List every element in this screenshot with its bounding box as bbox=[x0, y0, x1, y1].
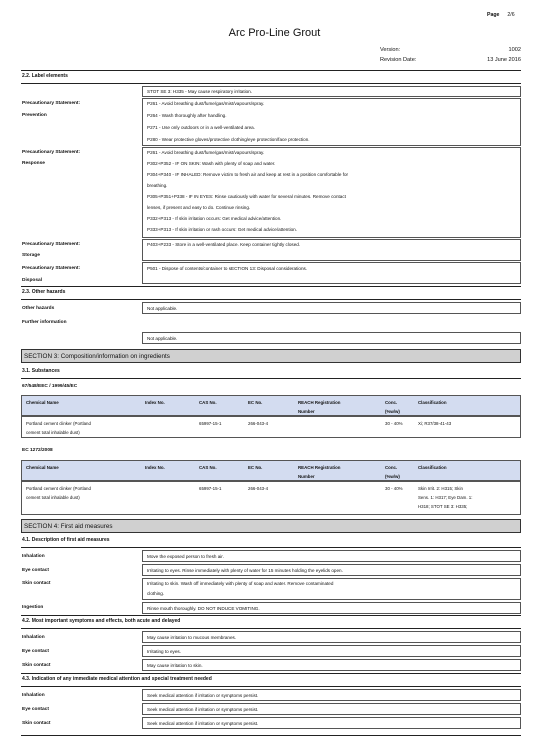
table-2-row bbox=[21, 481, 521, 515]
table-cell: cement total inhalable dust) bbox=[26, 495, 80, 500]
column-header: Number bbox=[298, 409, 315, 414]
divider bbox=[21, 70, 521, 71]
column-header: CAS No. bbox=[199, 465, 217, 470]
medical-text: Seek medical attention if irritation or symptoms persist. bbox=[147, 693, 259, 698]
column-header: Conc. bbox=[385, 465, 398, 470]
further-information-label: Further information bbox=[22, 320, 67, 325]
subsection-heading-3-1: 3.1. Substances bbox=[22, 368, 60, 374]
symptoms-eye-box bbox=[142, 645, 521, 657]
further-information-box bbox=[142, 332, 521, 344]
medical-text: Seek medical attention if irritation or symptoms persist. bbox=[147, 721, 259, 726]
symptoms-text: May cause irritation to skin. bbox=[147, 663, 203, 668]
medical-inhalation-box bbox=[142, 689, 521, 701]
table-cell: 65997-15-1 bbox=[199, 421, 222, 426]
table-cell: cement total inhalable dust) bbox=[26, 430, 80, 435]
precautionary-label: Precautionary Statement: bbox=[22, 101, 81, 106]
response-line: P304+P340 - IF INHALED: Remove victim to fresh air and keep at rest in a position comfortable for bbox=[147, 172, 349, 177]
response-box bbox=[142, 147, 521, 238]
column-header: Index No. bbox=[145, 465, 165, 470]
skin-contact-label: Skin contact bbox=[22, 581, 51, 586]
response-line: P305+P351+P338 - IF IN EYES: Rinse cautiously with water for several minutes. Remove contact bbox=[147, 194, 346, 199]
inhalation-label: Inhalation bbox=[22, 635, 45, 640]
prevention-line: P280 - Wear protective gloves/protective clothing/eye protection/face protection. bbox=[147, 137, 310, 142]
precautionary-label: Precautionary Statement: bbox=[22, 150, 81, 155]
other-hazards-box bbox=[142, 302, 521, 314]
other-hazards-value: Not applicable. bbox=[147, 306, 178, 311]
table-2-header bbox=[21, 460, 521, 481]
prevention-box bbox=[142, 98, 521, 146]
table-cell: Skin Irrit. 2: H315; Skin bbox=[418, 486, 463, 491]
table-cell: 266-043-4 bbox=[248, 421, 269, 426]
storage-label: Storage bbox=[22, 253, 40, 258]
prevention-label: Prevention bbox=[22, 113, 47, 118]
table-cell: Xi; R37/38-41-43 bbox=[418, 421, 452, 426]
response-line: breathing. bbox=[147, 183, 168, 188]
response-label: Response bbox=[22, 161, 45, 166]
subsection-heading-4-3: 4.3. Indication of any immediate medical attention and special treatment needed bbox=[22, 676, 212, 682]
column-header: (%w/w) bbox=[385, 409, 400, 414]
column-header: EC No. bbox=[248, 400, 263, 405]
column-header: Conc. bbox=[385, 400, 398, 405]
inhalation-label: Inhalation bbox=[22, 693, 45, 698]
stot-statement-box bbox=[142, 86, 521, 97]
medical-eye-box bbox=[142, 703, 521, 715]
disposal-box bbox=[142, 262, 521, 284]
response-line: lenses, if present and easy to do. Continue rinsing. bbox=[147, 205, 251, 210]
section-3-heading: SECTION 3: Composition/information on ingredients bbox=[21, 349, 521, 363]
stot-statement: STOT SE 3: H335 - May cause respiratory irritation. bbox=[147, 89, 253, 94]
symptoms-inhalation-box bbox=[142, 631, 521, 643]
further-information-value: Not applicable. bbox=[147, 336, 178, 341]
revision-value: 13 June 2016 bbox=[487, 57, 521, 63]
column-header: Number bbox=[298, 474, 315, 479]
table-1-row bbox=[21, 416, 521, 438]
column-header: CAS No. bbox=[199, 400, 217, 405]
divider bbox=[21, 299, 521, 300]
column-header: REACH Registration bbox=[298, 465, 341, 470]
medical-skin-box bbox=[142, 717, 521, 729]
divider bbox=[21, 83, 521, 84]
eye-contact-label: Eye contact bbox=[22, 568, 49, 573]
version-label: Version: bbox=[380, 47, 401, 53]
precautionary-label: Precautionary Statement: bbox=[22, 242, 81, 247]
table-2-caption: EC 1272/2008 bbox=[22, 448, 53, 453]
inhalation-label: Inhalation bbox=[22, 554, 45, 559]
column-header: Index No. bbox=[145, 400, 165, 405]
page-number bbox=[487, 12, 515, 19]
column-header: Chemical Name bbox=[26, 465, 59, 470]
table-cell: Portland cement clinker (Portland bbox=[26, 486, 91, 491]
version-value: 1002 bbox=[508, 47, 521, 53]
table-cell: Sens. 1: H317; Eye Dam. 1: bbox=[418, 495, 473, 500]
first-aid-text: Move the exposed person to fresh air. bbox=[147, 554, 224, 559]
document-title: Arc Pro-Line Grout bbox=[228, 27, 321, 39]
divider bbox=[21, 628, 521, 629]
first-aid-text: Rinse mouth thoroughly. DO NOT INDUCE VOMITING. bbox=[147, 606, 260, 611]
page-value: 2/6 bbox=[507, 12, 515, 18]
table-1-header bbox=[21, 395, 521, 416]
first-aid-text: Irritating to eyes. Rinse immediately with plenty of water for 15 minutes holding the eyelids open. bbox=[147, 568, 343, 573]
subsection-heading-2-3: 2.3. Other hazards bbox=[22, 289, 66, 295]
symptoms-skin-box bbox=[142, 659, 521, 671]
skin-contact-label: Skin contact bbox=[22, 721, 51, 726]
divider bbox=[21, 286, 521, 287]
divider bbox=[21, 378, 521, 379]
first-aid-ingestion-box bbox=[142, 602, 521, 614]
table-cell: 65997-15-1 bbox=[199, 486, 222, 491]
column-header: Classification bbox=[418, 465, 447, 470]
storage-line: P403+P233 - Store in a well-ventilated place. Keep container tightly closed. bbox=[147, 242, 301, 247]
divider bbox=[21, 615, 521, 616]
first-aid-eye-box bbox=[142, 564, 521, 576]
subsection-heading-2-2: 2.2. Label elements bbox=[22, 73, 68, 79]
disposal-line: P501 - Dispose of contents/container to sECTION 13: Disposal considerations. bbox=[147, 266, 308, 271]
disposal-label: Disposal bbox=[22, 278, 42, 283]
eye-contact-label: Eye contact bbox=[22, 707, 49, 712]
section-4-heading: SECTION 4: First aid measures bbox=[21, 519, 521, 533]
table-cell: 266-043-4 bbox=[248, 486, 269, 491]
skin-contact-label: Skin contact bbox=[22, 663, 51, 668]
table-cell: 30 - 40% bbox=[385, 421, 403, 426]
column-header: Chemical Name bbox=[26, 400, 59, 405]
response-line: P261 - Avoid breathing dust/fume/gas/mist/vapours/spray. bbox=[147, 150, 265, 155]
first-aid-inhalation-box bbox=[142, 550, 521, 562]
column-header: Classification bbox=[418, 400, 447, 405]
first-aid-text: clothing. bbox=[147, 591, 165, 596]
medical-text: Seek medical attention if irritation or symptoms persist. bbox=[147, 707, 259, 712]
prevention-line: P271 - Use only outdoors or in a well-ventilated area. bbox=[147, 125, 256, 130]
column-header: (%w/w) bbox=[385, 474, 400, 479]
response-line: P332+P313 - If skin irritation occurs: Get medical advice/attention. bbox=[147, 216, 282, 221]
prevention-line: P264 - Wash thoroughly after handling. bbox=[147, 113, 227, 118]
symptoms-text: May cause irritation to mucous membranes. bbox=[147, 635, 237, 640]
column-header: EC No. bbox=[248, 465, 263, 470]
symptoms-text: Irritating to eyes. bbox=[147, 649, 181, 654]
subsection-heading-4-1: 4.1. Description of first aid measures bbox=[22, 537, 110, 543]
column-header: REACH Registration bbox=[298, 400, 341, 405]
divider bbox=[21, 686, 521, 687]
table-cell: 30 - 40% bbox=[385, 486, 403, 491]
response-line: P302+P352 - IF ON SKIN: Wash with plenty of soap and water. bbox=[147, 161, 276, 166]
divider bbox=[21, 735, 521, 736]
prevention-line: P261 - Avoid breathing dust/fume/gas/mist/vapours/spray. bbox=[147, 101, 265, 106]
divider bbox=[21, 547, 521, 548]
ingestion-label: Ingestion bbox=[22, 605, 44, 610]
precautionary-label: Precautionary Statement: bbox=[22, 266, 81, 271]
table-1-caption: 67/548/EEC / 1999/45/EC bbox=[22, 384, 78, 389]
first-aid-text: Irritating to skin. Wash off immediately with plenty of soap and water. Remove contaminated bbox=[147, 581, 334, 586]
table-cell: H318; STOT SE 3: H335; bbox=[418, 504, 468, 509]
revision-label: Revision Date: bbox=[380, 57, 417, 63]
divider bbox=[21, 673, 521, 674]
other-hazards-label: Other hazards bbox=[22, 306, 55, 311]
storage-box bbox=[142, 239, 521, 261]
page-label: Page bbox=[487, 12, 500, 18]
table-cell: Portland cement clinker (Portland bbox=[26, 421, 91, 426]
response-line: P333+P313 - If skin irritation or rash occurs: Get medical advice/attention. bbox=[147, 227, 298, 232]
subsection-heading-4-2: 4.2. Most important symptoms and effects, both acute and delayed bbox=[22, 618, 181, 624]
first-aid-skin-box bbox=[142, 578, 521, 600]
eye-contact-label: Eye contact bbox=[22, 649, 49, 654]
